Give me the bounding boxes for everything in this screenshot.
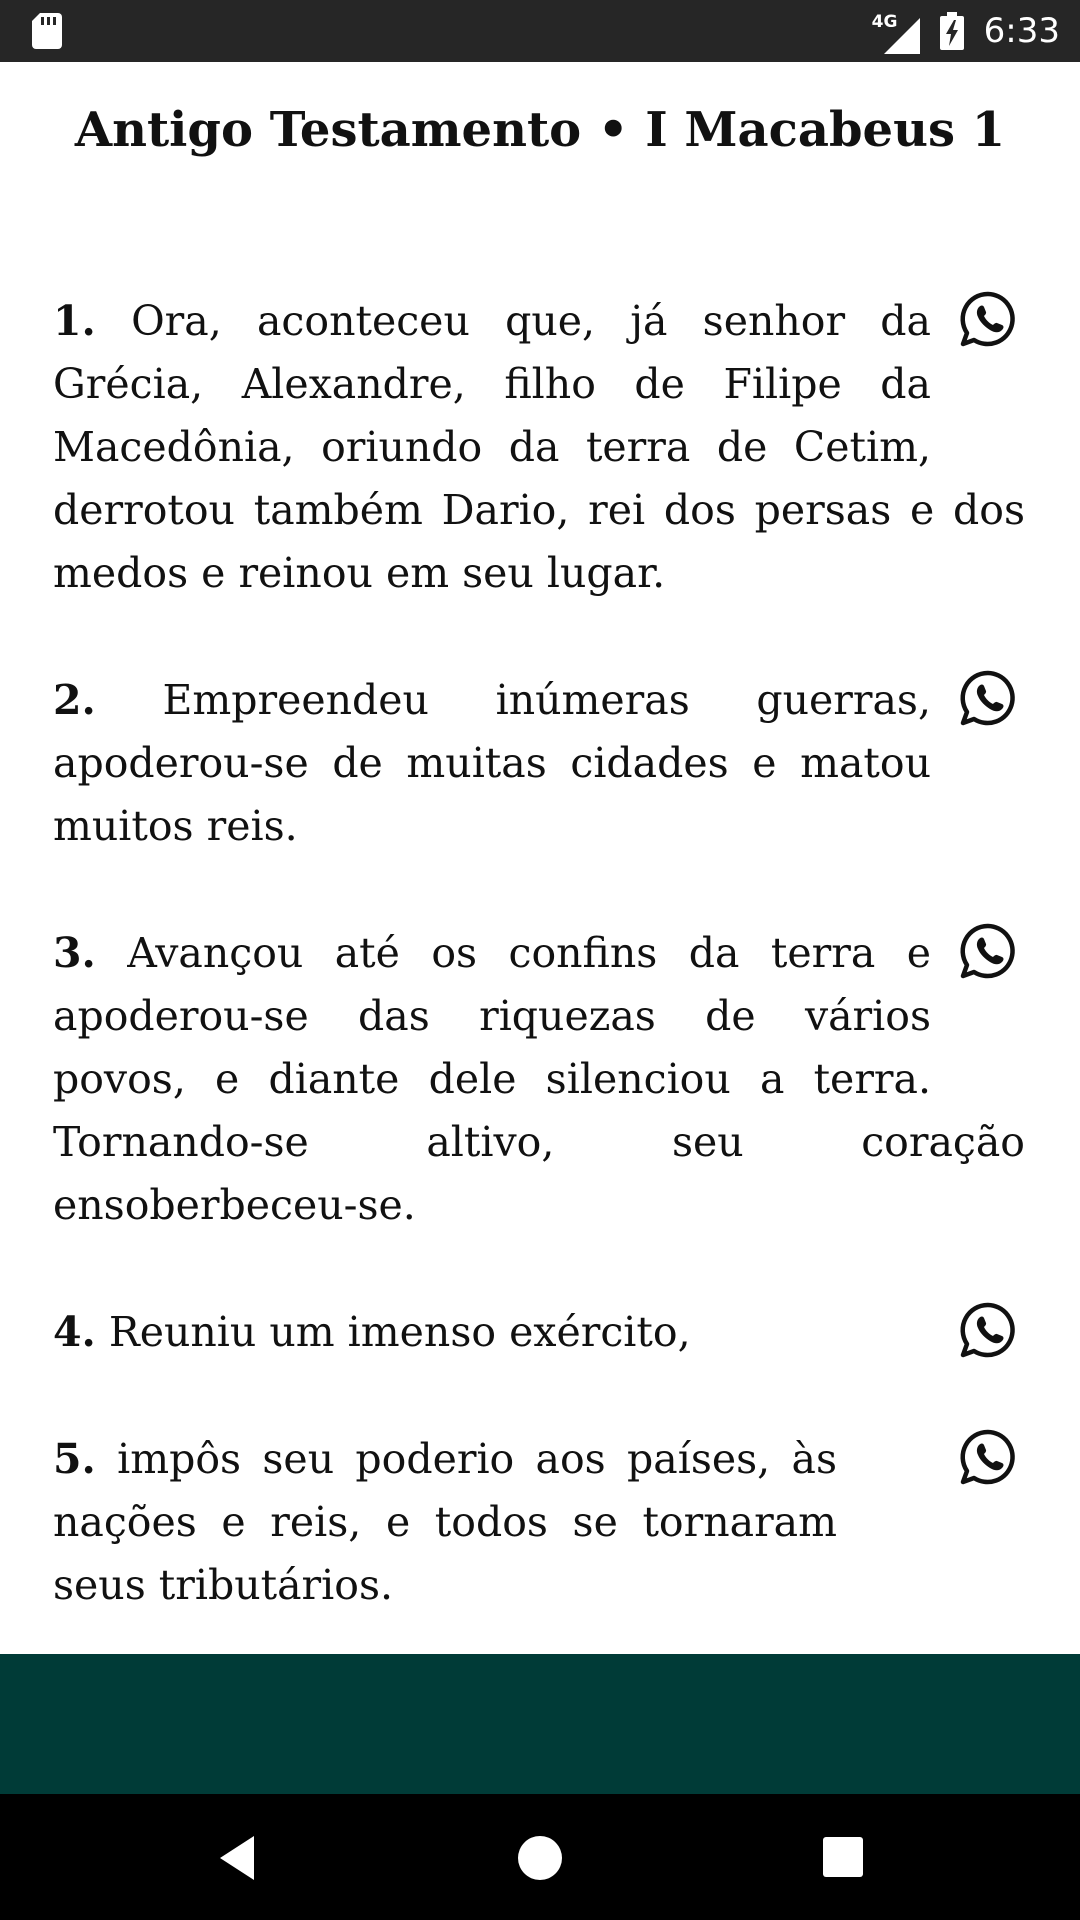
home-icon[interactable] [512,1830,568,1886]
verse-3 [53,922,1025,1237]
verse-text [53,290,1025,605]
verse-4 [53,1301,1025,1364]
recents-icon[interactable] [816,1830,872,1886]
verse-text [53,922,1025,1237]
verse-1 [53,290,1025,605]
verse-number: 4. [53,1308,96,1356]
whatsapp-icon[interactable] [959,1428,1017,1486]
whatsapp-icon[interactable] [959,669,1017,727]
sd-card-icon [32,13,62,49]
status-bar [0,0,1080,62]
verse-body: Empreendeu inúmeras guerras, apoderou-se de muitas cidades e matou muitos reis. [53,676,931,850]
back-icon[interactable] [212,1830,268,1886]
whatsapp-icon[interactable] [959,290,1017,348]
bottom-banner [0,1654,1080,1794]
verse-body: Avançou até os confins da terra e apoderou-se das riquezas de vários povos, e diante dele silenciou a terra. Tornando-se altivo, seu coração ensoberbeceu-se. [53,929,1025,1229]
network-type-label: 4G [871,12,898,32]
verse-body: impôs seu poderio aos países, às nações e reis, e todos se tornaram seus tributários. [53,1435,837,1609]
verse-body: Ora, aconteceu que, já senhor da Grécia, Alexandre, filho de Filipe da Macedônia, oriundo da terra de Cetim, derrotou também Dario, rei dos persas e dos medos e reinou em seu lugar. [53,297,1025,597]
battery-charging-icon [940,12,964,50]
status-time: 6:33 [983,11,1060,51]
whatsapp-icon[interactable] [959,922,1017,980]
verse-text [53,669,1025,858]
verse-text [53,1301,1025,1364]
verse-5 [53,1428,1025,1617]
cell-signal-icon [872,6,922,56]
verse-number: 1. [53,297,96,345]
whatsapp-icon[interactable] [959,1301,1017,1359]
verse-2 [53,669,1025,858]
verse-text [53,1428,1025,1617]
verse-list [53,290,1025,1681]
verse-body: Reuniu um imenso exército, [108,1308,691,1356]
page-title: Antigo Testamento • I Macabeus 1 [74,102,1006,158]
verse-number: 2. [53,676,96,724]
verse-number: 5. [53,1435,96,1483]
verse-number: 3. [53,929,96,977]
navigation-bar [0,1794,1080,1920]
